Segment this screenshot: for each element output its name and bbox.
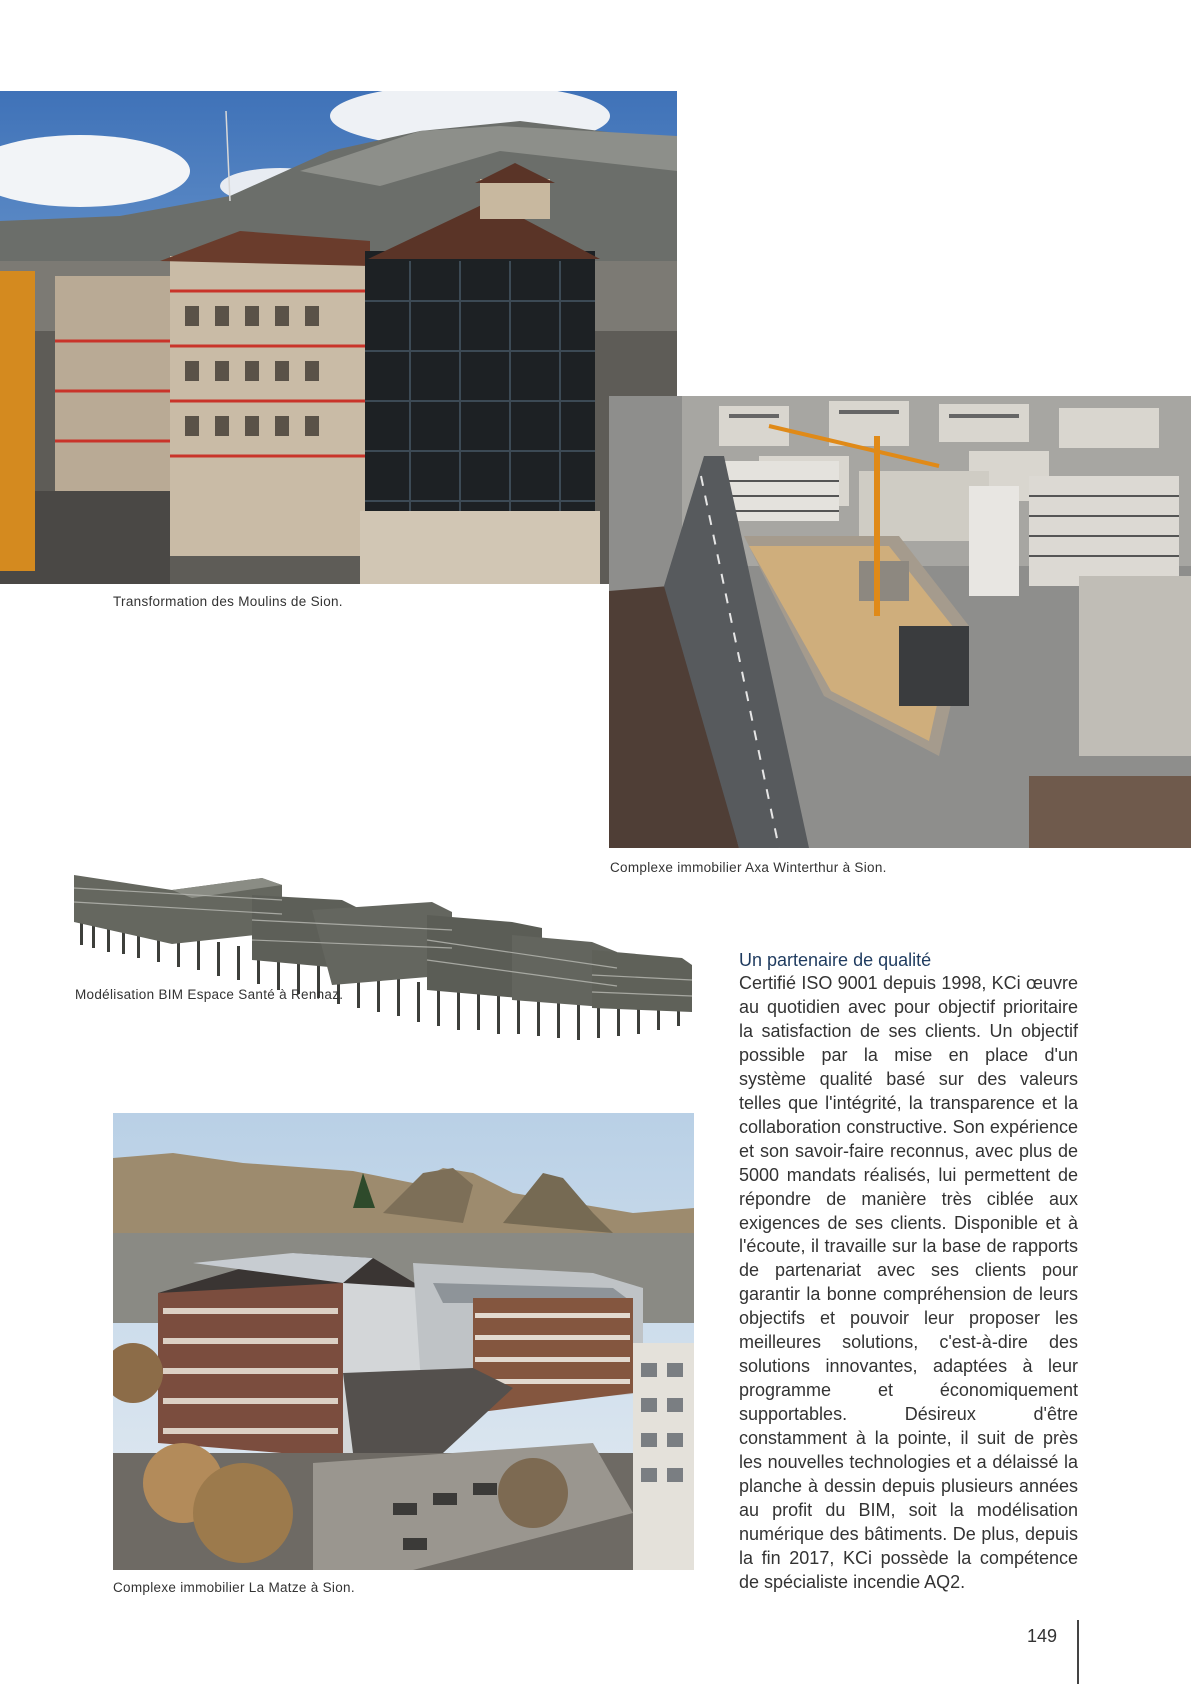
folio-rule — [1077, 1620, 1079, 1684]
page-number: 149 — [1027, 1626, 1058, 1646]
article-body: Certifié ISO 9001 depuis 1998, KCi œuvre au quotidien avec pour objectif prioritaire la satisfaction de ses clients. Un objectif possible par la mise en place d'un système qualité basé sur des valeurs telles que l'intégrité, la transparence et la collaboration constructive. Son expérience et son savoir-faire reconnus, avec plus de 5000 mandats réalisés, lui permettent de répondre de manière très ciblée aux exigences de ses clients. Disponible et à l'écoute, il travaille sur la base de rapports de partenariat avec ses clients pour garantir la bonne compréhension de leurs objectifs et pouvoir leur proposer les meilleures solutions, c'est-à-dire des solutions innovantes, adaptées à leur programme et économiquement supportables. Désireux d'être constamment à la pointe, il suit de près les nouvelles technologies et a délaissé la planche à dessin depuis plusieurs années au profit du BIM, soit la modélisation numérique des bâtiments. De plus, depuis la fin 2017, KCi possède la compétence de spécialiste incendie AQ2. — [739, 973, 1078, 1592]
axa-caption: Complexe immobilier Axa Winterthur à Sion. — [610, 860, 887, 875]
matze-caption: Complexe immobilier La Matze à Sion. — [113, 1580, 355, 1595]
article — [739, 949, 1078, 1595]
matze-photo — [113, 1113, 694, 1570]
moulins-caption: Transformation des Moulins de Sion. — [113, 594, 343, 609]
article-title: Un partenaire de qualité — [739, 950, 932, 970]
bim-model — [72, 840, 694, 1040]
moulins-photo — [0, 91, 677, 584]
axa-photo — [609, 396, 1191, 848]
bim-caption: Modélisation BIM Espace Santé à Rennaz. — [75, 987, 344, 1002]
